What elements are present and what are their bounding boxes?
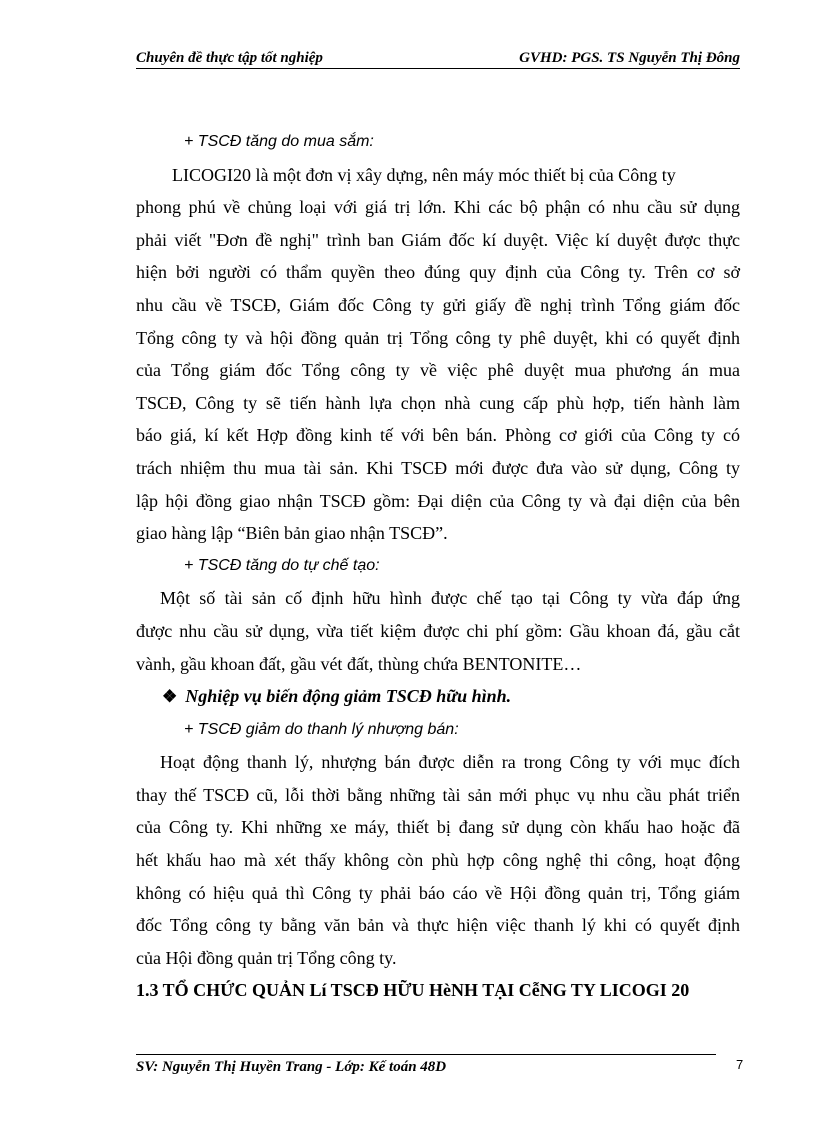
paragraph-line: đốc Tổng công ty bằng văn bản và thực hiện việc thanh lý khi có quyết định [136, 915, 740, 936]
document-body [136, 126, 740, 1007]
section-heading: 1.3 TỔ CHỨC QUẢN Lí TSCĐ HỮU HèNH TẠI CễNG TY LICOGI 20 [136, 980, 690, 1001]
paragraph-line: báo giá, kí kết Hợp đồng kinh tế với bên bán. Phòng cơ giới của Công ty có [136, 425, 740, 446]
bullet-heading-text: Nghiệp vụ biến động giảm TSCĐ hữu hình. [185, 686, 512, 707]
header-title: Chuyên đề thực tập tốt nghiệp [136, 50, 323, 66]
paragraph-line: LICOGI20 là một đơn vị xây dựng, nên máy móc thiết bị của Công ty [172, 164, 676, 185]
paragraph-line: được nhu cầu sử dụng, vừa tiết kiệm được chi phí gồm: Gầu khoan đá, gầu cắt [136, 620, 740, 641]
bullet-heading [136, 680, 740, 714]
diamond-bullet-icon: ❖ [162, 687, 178, 707]
paragraph-line: phong phú về chủng loại với giá trị lớn. Khi các bộ phận có nhu cầu sử dụng [136, 197, 740, 218]
header-supervisor: GVHD: PGS. TS Nguyễn Thị Đông [519, 50, 740, 66]
page-number: 7 [736, 1057, 744, 1072]
paragraph-line: vành, gầu khoan đất, gầu vét đất, thùng chứa BENTONITE… [136, 653, 582, 674]
paragraph-line: của Tổng giám đốc Tổng công ty về việc phê duyệt mua phương án mua [136, 360, 740, 381]
paragraph-line: phải viết "Đơn đề nghị" trình ban Giám đốc kí duyệt. Việc kí duyệt được thực [136, 229, 740, 250]
paragraph-line: TSCĐ, Công ty sẽ tiến hành lựa chọn nhà cung cấp phù hợp, tiến hành làm [136, 392, 740, 413]
paragraph-line: Hoạt động thanh lý, nhượng bán được diễn ra trong Công ty với mục đích [160, 752, 740, 773]
paragraph-line: của Hội đồng quản trị Tổng công ty. [136, 947, 397, 968]
footer-divider [136, 1054, 716, 1055]
paragraph-line: của Công ty. Khi những xe máy, thiết bị đang sử dụng còn khấu hao hoặc đã [136, 817, 740, 838]
paragraph-line: hết khấu hao mà xét thấy không còn phù hợp công nghệ thi công, hoạt động [136, 850, 740, 871]
footer-student: SV: Nguyễn Thị Huyền Trang - Lớp: Kế toán 48D [136, 1059, 447, 1075]
paragraph-line: trách nhiệm thu mua tài sản. Khi TSCĐ mới được đưa vào sử dụng, Công ty [136, 457, 740, 478]
paragraph-line: thay thế TSCĐ cũ, lỗi thời bằng những tài sản mới phục vụ nhu cầu phát triển [136, 784, 740, 805]
page-header [136, 46, 740, 69]
paragraph-line: không có hiệu quả thì Công ty phải báo cáo về Hội đồng quản trị, Tổng giám [136, 882, 740, 903]
paragraph-line: nhu cầu về TSCĐ, Giám đốc Công ty gửi giấy đề nghị trình Tổng giám đốc [136, 294, 740, 315]
paragraph-line: giao hàng lập “Biên bản giao nhận TSCĐ”. [136, 523, 448, 544]
subheading-self-made: + TSCĐ tăng do tự chế tạo: [184, 556, 380, 574]
paragraph-line: hiện bởi người có thẩm quyền theo đúng quy định của Công ty. Trên cơ sở [136, 262, 740, 283]
subheading-liquidation: + TSCĐ giảm do thanh lý nhượng bán: [184, 720, 459, 738]
paragraph-line: lập hội đồng giao nhận TSCĐ gồm: Đại diện của Công ty và đại diện của bên [136, 490, 740, 511]
paragraph-line: Một số tài sản cố định hữu hình được chế tạo tại Công ty vừa đáp ứng [160, 588, 740, 609]
subheading-purchase: + TSCĐ tăng do mua sắm: [184, 133, 374, 150]
paragraph-line: Tổng công ty và hội đồng quản trị Tổng công ty phê duyệt, khi có quyết định [136, 327, 740, 348]
